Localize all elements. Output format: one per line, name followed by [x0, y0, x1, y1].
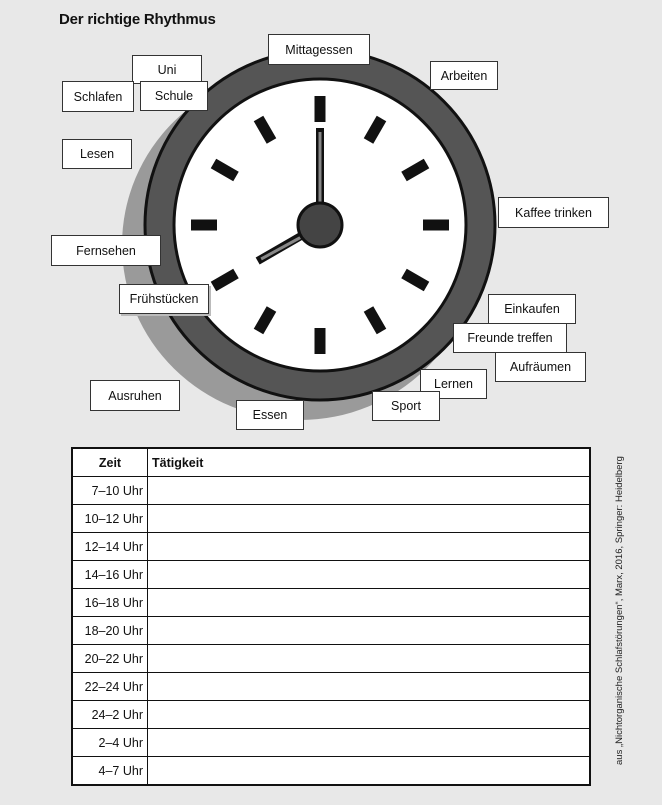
table-row — [72, 701, 590, 729]
table-row — [72, 505, 590, 533]
hour-marker — [315, 96, 326, 122]
time-cell: 20–22 Uhr — [72, 645, 148, 673]
activity-cell[interactable] — [148, 701, 591, 729]
activity-cell[interactable] — [148, 617, 591, 645]
label-ausruhen: Ausruhen — [90, 380, 180, 411]
time-cell: 7–10 Uhr — [72, 477, 148, 505]
time-cell: 22–24 Uhr — [72, 673, 148, 701]
table-row — [72, 645, 590, 673]
activity-cell[interactable] — [148, 477, 591, 505]
time-cell: 16–18 Uhr — [72, 589, 148, 617]
table-row — [72, 757, 590, 786]
table-row — [72, 617, 590, 645]
time-cell: 24–2 Uhr — [72, 701, 148, 729]
hour-marker — [423, 220, 449, 231]
activity-cell[interactable] — [148, 673, 591, 701]
source-credit: aus „Nichtorganische Schlafstörungen“, Marx, 2016, Springer: Heidelberg — [614, 456, 625, 765]
table-row — [72, 561, 590, 589]
label-uni: Uni — [132, 55, 202, 84]
label-mittagessen: Mittagessen — [268, 34, 370, 65]
activity-cell[interactable] — [148, 505, 591, 533]
header-activity: Tätigkeit — [148, 448, 591, 477]
label-schlafen: Schlafen — [62, 81, 134, 112]
header-time: Zeit — [72, 448, 148, 477]
label-schule: Schule — [140, 81, 208, 111]
label-lernen: Lernen — [420, 369, 487, 399]
time-cell: 12–14 Uhr — [72, 533, 148, 561]
activity-cell[interactable] — [148, 561, 591, 589]
page-title: Der richtige Rhythmus — [59, 11, 216, 28]
table-header-row — [72, 448, 590, 477]
label-fruehstuecken: Frühstücken — [119, 284, 209, 314]
table-row — [72, 477, 590, 505]
time-cell: 4–7 Uhr — [72, 757, 148, 786]
table-row — [72, 729, 590, 757]
label-freunde-treffen: Freunde treffen — [453, 323, 567, 353]
time-cell: 2–4 Uhr — [72, 729, 148, 757]
label-aufraeumen: Aufräumen — [495, 352, 586, 382]
label-sport: Sport — [372, 391, 440, 421]
time-cell: 14–16 Uhr — [72, 561, 148, 589]
table-row — [72, 533, 590, 561]
activity-cell[interactable] — [148, 589, 591, 617]
label-kaffee-trinken: Kaffee trinken — [498, 197, 609, 228]
schedule-table — [71, 447, 591, 786]
time-cell: 10–12 Uhr — [72, 505, 148, 533]
activity-cell[interactable] — [148, 729, 591, 757]
clock-center — [298, 203, 342, 247]
activity-cell[interactable] — [148, 757, 591, 786]
label-fernsehen: Fernsehen — [51, 235, 161, 266]
table-row — [72, 673, 590, 701]
activity-cell[interactable] — [148, 533, 591, 561]
label-arbeiten: Arbeiten — [430, 61, 498, 90]
time-cell: 18–20 Uhr — [72, 617, 148, 645]
hour-marker — [315, 328, 326, 354]
label-essen: Essen — [236, 400, 304, 430]
hour-marker — [191, 220, 217, 231]
table-row — [72, 589, 590, 617]
label-einkaufen: Einkaufen — [488, 294, 576, 324]
label-lesen: Lesen — [62, 139, 132, 169]
activity-cell[interactable] — [148, 645, 591, 673]
